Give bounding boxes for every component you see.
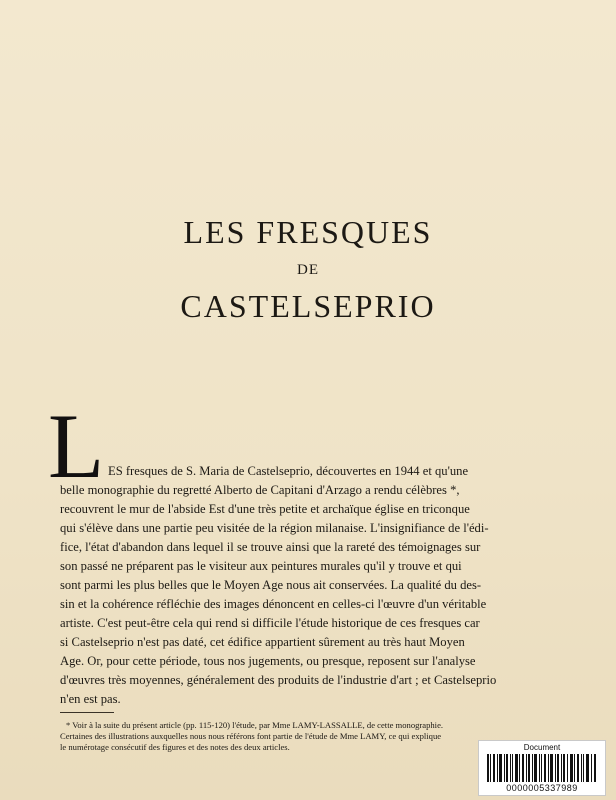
article-line: Age. Or, pour cette période, tous nos jugements, ou presque, reposent sur l'analyse	[60, 654, 476, 668]
article-line: sont parmi les plus belles que le Moyen Age nous ait conservées. La qualité du des-	[60, 578, 482, 592]
article-line: ES fresques de S. Maria de Castelseprio, découvertes en 1944 et qu'une	[108, 464, 469, 478]
title-line-1: LES FRESQUES	[183, 214, 433, 250]
article-line: belle monographie du regretté Alberto de Capitani d'Arzago a rendu célèbres *,	[60, 483, 460, 497]
footnote-line: le numérotage consécutif des figures et des notes des deux articles.	[60, 742, 290, 752]
footnote-line: * Voir à la suite du présent article (pp. 115-120) l'étude, par Mme LAMY-LASSALLE, de cette monographie.	[66, 720, 444, 730]
article-line: n'en est pas.	[60, 692, 121, 706]
article-line: d'œuvres très moyennes, généralement des produits de l'industrie d'art ; et Castelseprio	[60, 673, 497, 687]
barcode-label: Document	[523, 743, 561, 752]
barcode-icon	[487, 754, 597, 782]
title-line-3: CASTELSEPRIO	[180, 288, 436, 324]
barcode-number: 0000005337989	[506, 783, 578, 793]
footnote-line: Certaines des illustrations auxquelles nous nous référons font partie de l'étude de Mme LAMY, ce qui explique	[60, 731, 442, 741]
footnote-rule	[60, 712, 114, 713]
barcode-sticker	[478, 740, 606, 796]
article-line: artiste. C'est peut-être cela qui rend si difficile l'étude historique de ces fresques car	[60, 616, 480, 630]
title-line-2: DE	[297, 262, 319, 278]
article-line: qui s'élève dans une partie peu visitée de la région milanaise. L'insignifiance de l'édi-	[60, 521, 489, 535]
article-line: son passé ne préparent pas le visiteur aux peintures murales qu'il y trouve et qui	[60, 559, 462, 573]
article-line: recouvrent le mur de l'abside Est d'une très petite et archaïque église en triconque	[60, 502, 470, 516]
article-line: fice, l'état d'abandon dans lequel il se trouve ainsi que la rareté des témoignages sur	[60, 540, 481, 554]
drop-cap: L	[48, 395, 105, 497]
article-line: si Castelseprio n'est pas daté, cet édifice appartient sûrement au très haut Moyen	[60, 635, 465, 649]
article-line: sin et la cohérence réfléchie des images dénoncent en celles-ci l'œuvre d'un véritable	[60, 597, 487, 611]
